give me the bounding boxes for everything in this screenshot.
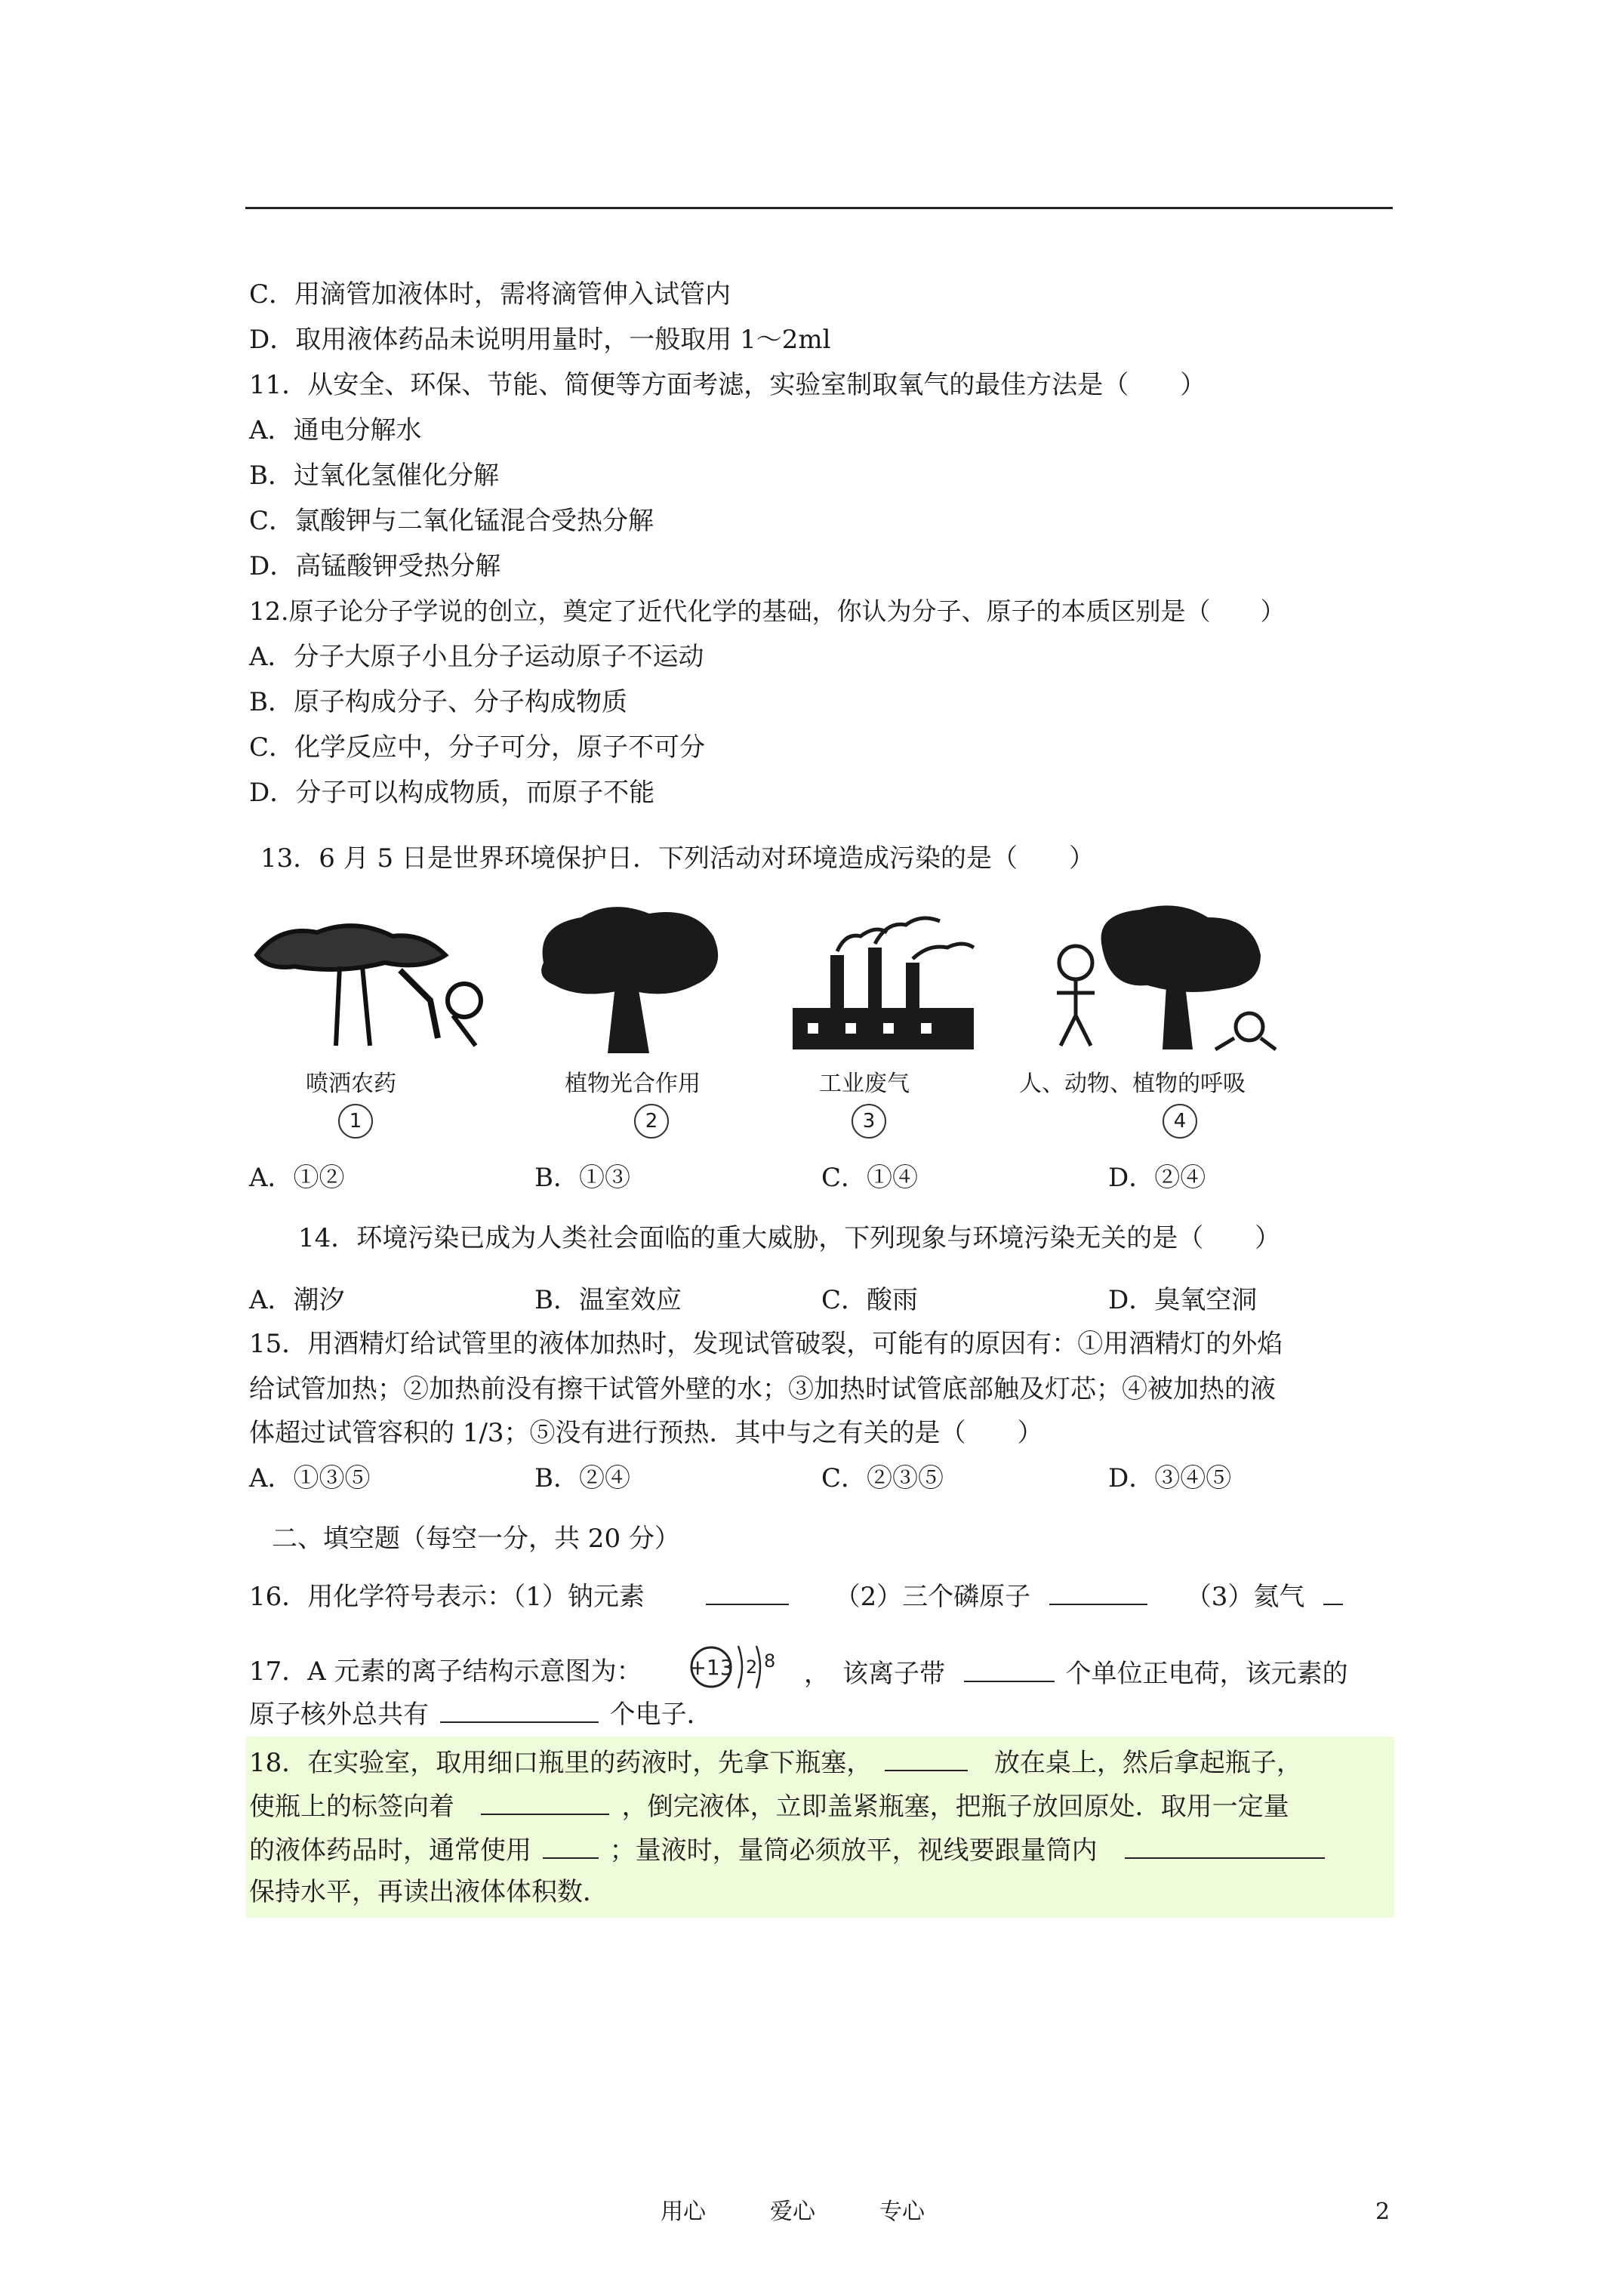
q11-option-d: D．高锰酸钾受热分解 [249,551,501,581]
breathing-image [1034,902,1283,1053]
q12-option-c: C．化学反应中，分子可分，原子不可分 [249,732,706,763]
q18-part1: 18．在实验室，取用细口瓶里的药液时，先拿下瓶塞， [249,1748,873,1778]
picture-caption-1: 喷洒农药 [306,1071,396,1097]
q15-option-c: C．②③⑤ [821,1463,944,1493]
q18-part6: ；量液时，量筒必须放平，视线要跟量筒内 [609,1835,1098,1866]
q15-option-d: D．③④⑤ [1108,1463,1232,1493]
q18-part2: 放在桌上，然后拿起瓶子， [993,1748,1302,1778]
q18-line4: 保持水平，再读出液体体积数． [249,1877,608,1907]
q14-option-d: D．臭氧空洞 [1108,1285,1258,1315]
picture-caption-2: 植物光合作用 [565,1071,701,1097]
factory-exhaust-image [785,902,981,1053]
q18-line2 [249,1788,1289,1823]
q16-line [249,1578,1343,1613]
q13-option-b: B．①③ [534,1163,630,1193]
q15-stem-line2: 给试管加热；②加热前没有擦干试管外壁的水；③加热时试管底部触及灯芯；④被加热的液 [249,1374,1276,1404]
q18-blank-4[interactable] [1125,1832,1325,1859]
header-rule [245,207,1393,209]
q17-line1-rest [804,1655,1348,1690]
q17-part2: ， 该离子带 [804,1659,945,1689]
picture-number-4: 4 [1163,1104,1197,1139]
q14-option-b: B．温室效应 [534,1285,682,1315]
q12-option-a: A．分子大原子小且分子运动原子不运动 [249,642,704,672]
section-2-heading: 二、填空题（每空一分，共 20 分） [272,1524,680,1554]
ion-structure-diagram [687,1640,793,1693]
picture-caption-3: 工业废气 [819,1071,910,1097]
q11-option-a: A．通电分解水 [249,415,422,445]
q14-option-a: A．潮汐 [249,1285,345,1315]
q11-stem: 11．从安全、环保、节能、简便等方面考滤，实验室制取氧气的最佳方法是（ ） [249,370,1206,400]
q16-blank-3[interactable] [1323,1578,1343,1605]
nucleus-charge: +13 [688,1655,734,1680]
q16-part1: 16．用化学符号表示：（1）钠元素 [249,1582,645,1612]
q15-stem-line1: 15．用酒精灯给试管里的液体加热时，发现试管破裂，可能有的原因有：①用酒精灯的外焰 [249,1329,1283,1359]
q18-part4: ，倒完液体，立即盖紧瓶塞，把瓶子放回原处．取用一定量 [621,1792,1289,1822]
q10-option-c: C．用滴管加液体时，需将滴管伸入试管内 [249,279,731,310]
q17-part5: 个电子． [609,1700,713,1730]
q17-line1 [249,1655,642,1688]
picture-number-3: 3 [852,1104,886,1139]
shell-2-electrons: 8 [764,1650,776,1672]
q17-part4: 原子核外总共有 [249,1700,429,1730]
q15-stem-line3: 体超过试管容积的 1/3；⑤没有进行预热．其中与之有关的是（ ） [249,1418,1043,1448]
q16-part3: （3）氦气 [1185,1582,1305,1612]
spraying-pesticide-image [249,902,498,1053]
picture-caption-4: 人、动物、植物的呼吸 [1019,1071,1246,1097]
q11-option-b: B．过氧化氢催化分解 [249,461,499,491]
picture-number-2: 2 [634,1104,669,1139]
shell-1-electrons: 2 [746,1657,758,1678]
q12-option-d: D．分子可以构成物质，而原子不能 [249,778,655,808]
footer-motto-3: 专心 [879,2199,925,2225]
q14-stem: 14．环境污染已成为人类社会面临的重大威胁，下列现象与环境污染无关的是（ ） [298,1223,1281,1253]
q17-part1: 17．A 元素的离子结构示意图为： [249,1657,642,1687]
q18-part3: 使瓶上的标签向着 [249,1792,454,1822]
q18-line1 [249,1744,1302,1780]
q12-option-b: B．原子构成分子、分子构成物质 [249,687,627,717]
q16-part2: （2）三个磷原子 [834,1582,1031,1612]
q13-option-c: C．①④ [821,1163,919,1193]
q15-option-a: A．①③⑤ [249,1463,371,1493]
footer-motto-2: 爱心 [770,2199,815,2225]
footer-motto-1: 用心 [661,2199,706,2225]
q18-line3 [249,1832,1325,1867]
page-number: 2 [1375,2199,1390,2225]
q13-option-d: D．②④ [1108,1163,1206,1193]
q10-option-d: D．取用液体药品未说明用量时，一般取用 1～2ml [249,325,831,355]
q18-blank-2[interactable] [481,1788,609,1815]
q17-line2 [249,1696,713,1731]
picture-number-1: 1 [338,1104,373,1139]
q18-blank-1[interactable] [885,1744,968,1771]
q13-stem: 13．6 月 5 日是世界环境保护日．下列活动对环境造成污染的是（ ） [260,843,1095,874]
q18-part5: 的液体药品时，通常使用 [249,1835,531,1866]
q16-blank-2[interactable] [1049,1578,1147,1605]
q13-option-a: A．①② [249,1163,345,1193]
tree-photosynthesis-image [528,902,732,1061]
q16-blank-1[interactable] [706,1578,789,1605]
q14-option-c: C．酸雨 [821,1285,919,1315]
q12-stem: 12.原子论分子学说的创立，奠定了近代化学的基础，你认为分子、原子的本质区别是（ ） [249,596,1286,626]
q17-blank-1[interactable] [964,1655,1055,1682]
q15-option-b: B．②④ [534,1463,630,1493]
q18-blank-3[interactable] [543,1832,599,1859]
q17-blank-2[interactable] [440,1696,599,1723]
q11-option-c: C．氯酸钾与二氧化锰混合受热分解 [249,506,654,536]
q17-part3: 个单位正电荷，该元素的 [1065,1659,1348,1689]
